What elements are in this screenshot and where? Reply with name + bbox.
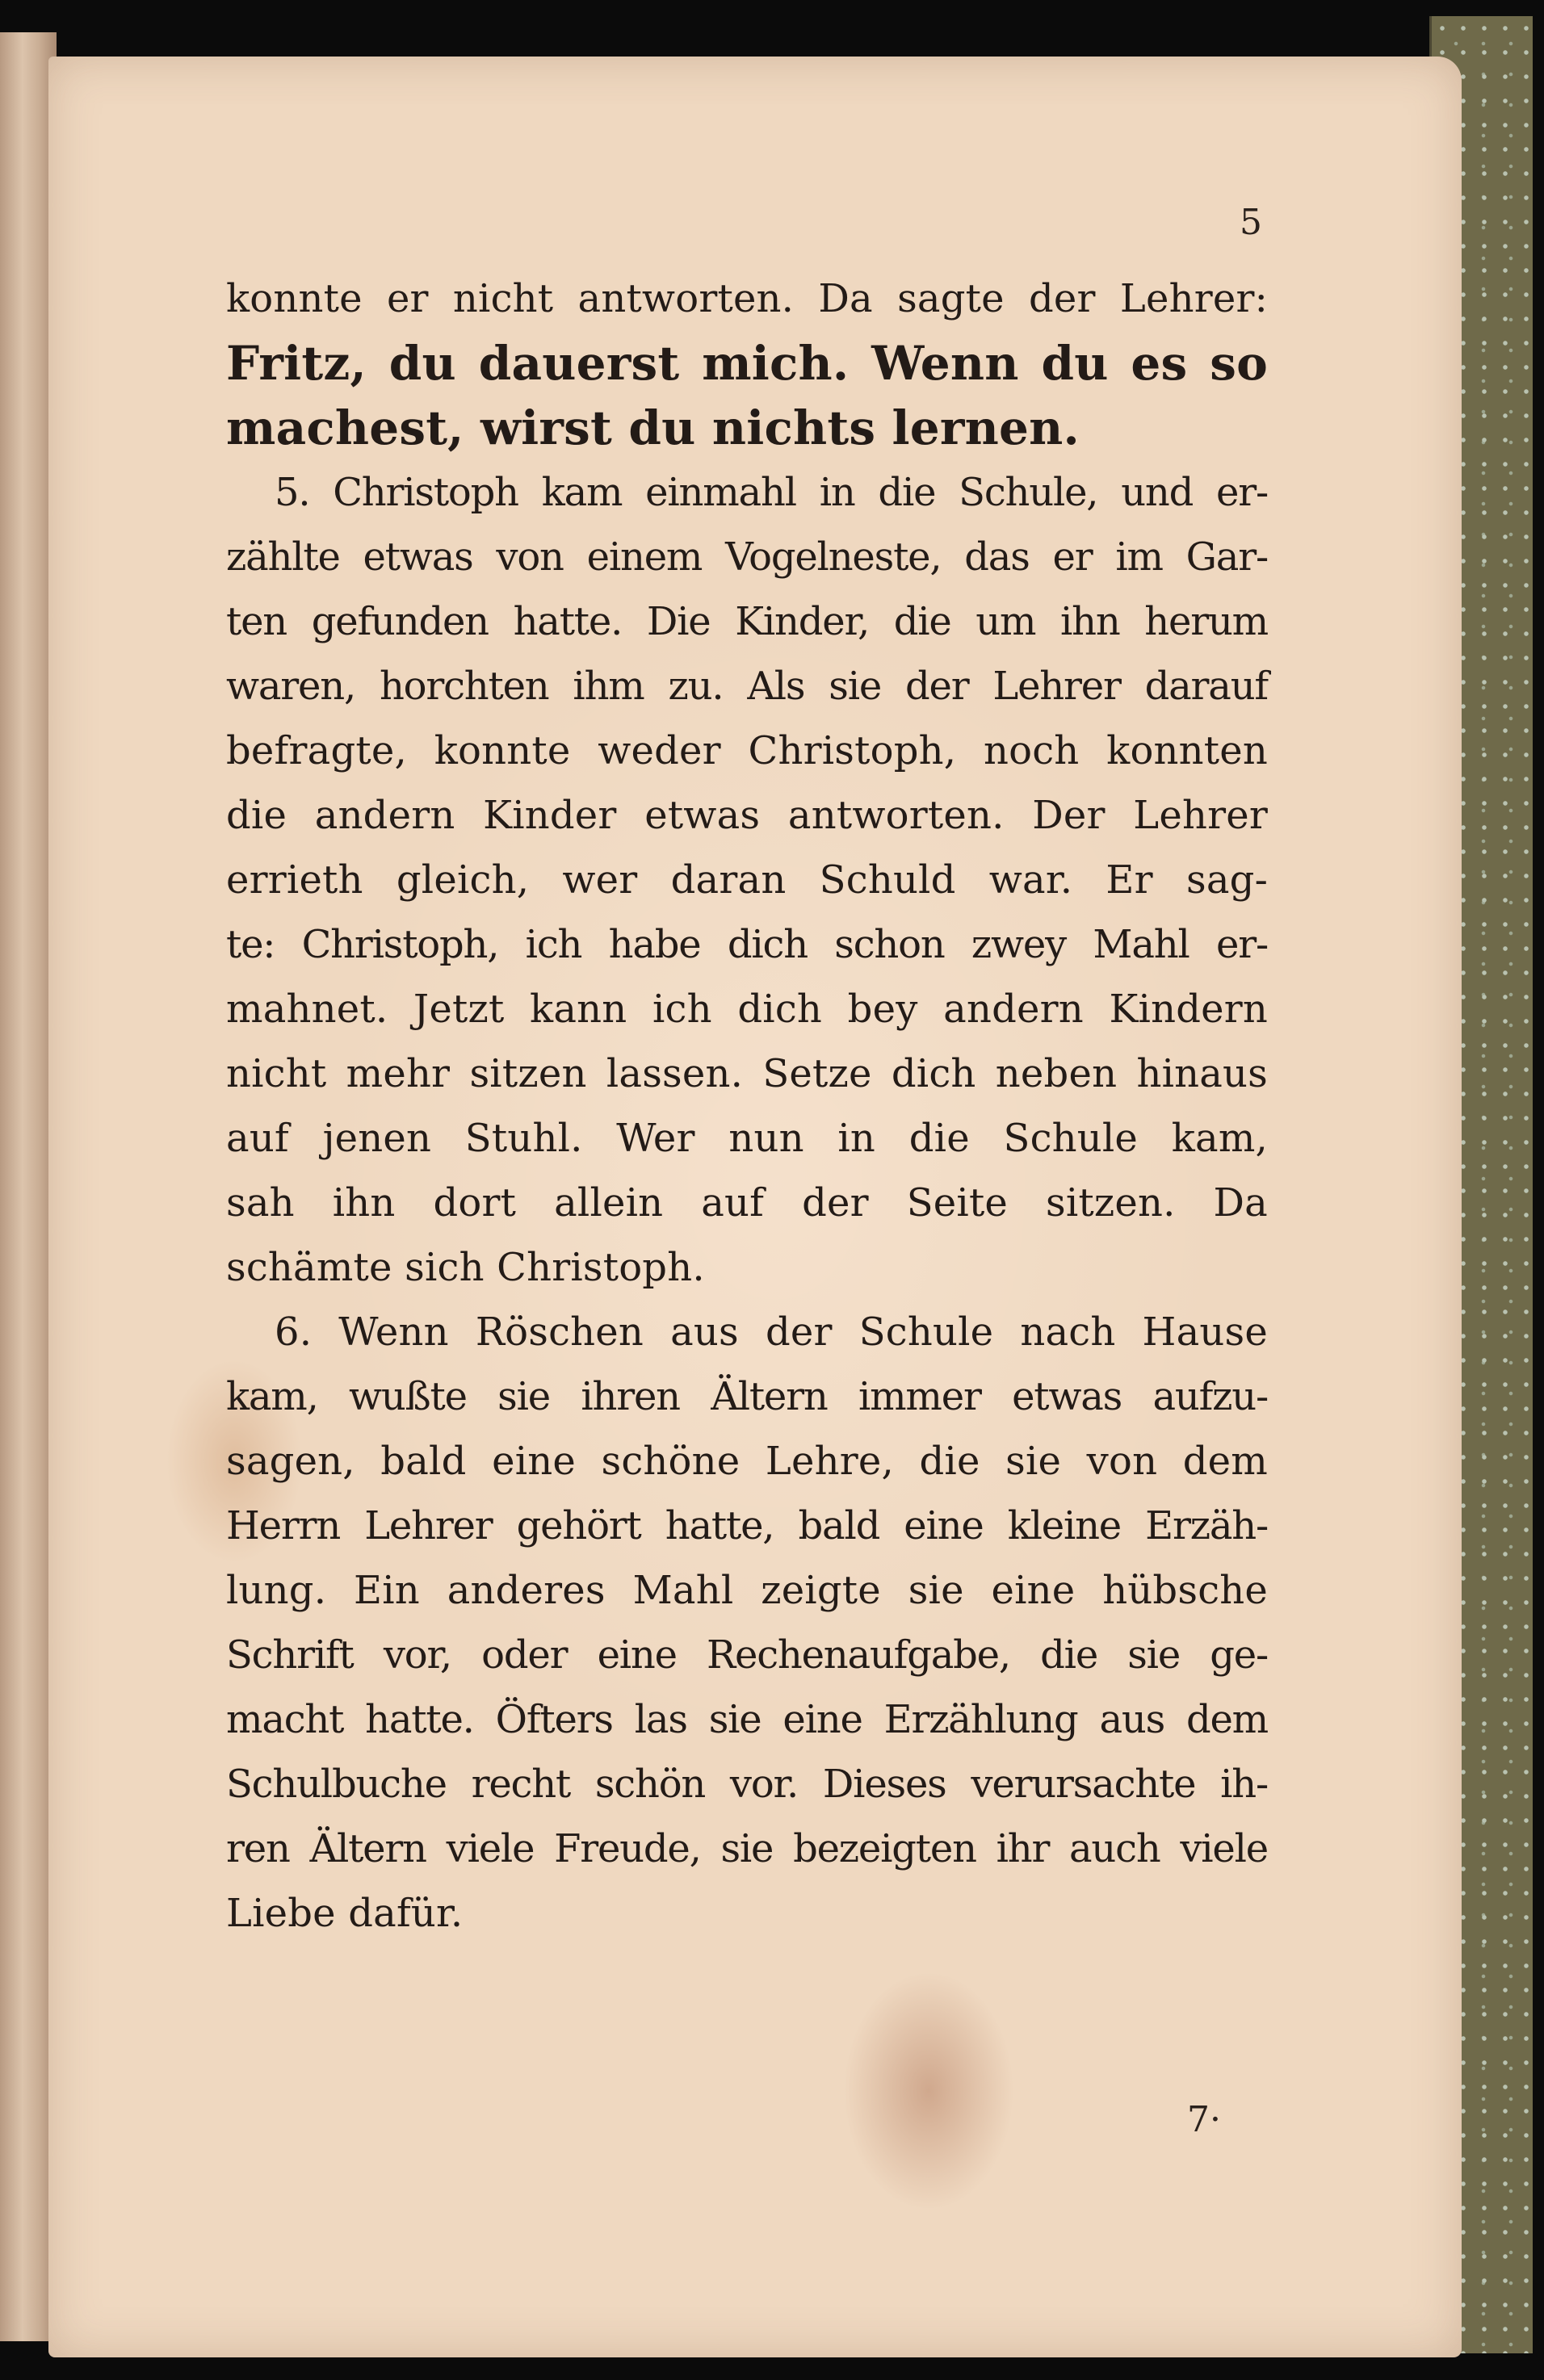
text-line: sagen, bald eine schöne Lehre, die sie von dem [226,1439,1268,1484]
text-line: sah ihn dort allein auf der Seite sitzen. Da [226,1180,1268,1226]
text-line: waren, horchten ihm zu. Als sie der Lehrer darauf [226,664,1268,709]
text-line: Fritz, du dauerst mich. Wenn du es so [226,336,1268,391]
page-number: 5 [1240,202,1262,243]
text-line: ten gefunden hatte. Die Kinder, die um ihn herum [226,599,1268,644]
text-line: konnte er nicht antworten. Da sagte der Lehrer: [226,276,1268,321]
text-line: schämte sich Christoph. [226,1245,705,1290]
text-line: machest, wirst du nichts lernen. [226,400,1080,455]
text-line: Liebe dafür. [226,1891,464,1936]
text-line: auf jenen Stuhl. Wer nun in die Schule kam, [226,1116,1268,1161]
text-line: 6. Wenn Röschen aus der Schule nach Hause [275,1309,1268,1355]
text-line: zählte etwas von einem Vogelneste, das er im Gar- [226,534,1268,580]
signature-mark: 7· [1187,2099,1221,2140]
text-line: nicht mehr sitzen lassen. Setze dich neben hinaus [226,1051,1268,1096]
page-body-text [226,266,1268,1946]
text-line: macht hatte. Öfters las sie eine Erzählung aus dem [226,1697,1268,1742]
text-line: Schulbuche recht schön vor. Dieses verursachte ih- [226,1762,1268,1807]
text-line: die andern Kinder etwas antworten. Der Lehrer [226,793,1268,838]
text-line: te: Christoph, ich habe dich schon zwey Mahl er- [226,922,1268,967]
text-line: ren Ältern viele Freude, sie bezeigten ihr auch viele [226,1826,1268,1871]
text-line: 5. Christoph kam einmahl in die Schule, und er- [275,470,1268,515]
text-line: kam, wußte sie ihren Ältern immer etwas aufzu- [226,1374,1268,1419]
text-line: Herrn Lehrer gehört hatte, bald eine kleine Erzäh- [226,1503,1268,1548]
text-line: befragte, konnte weder Christoph, noch konnten [226,728,1268,773]
text-line: lung. Ein anderes Mahl zeigte sie eine hübsche [226,1568,1268,1613]
text-line: errieth gleich, wer daran Schuld war. Er sag- [226,857,1268,903]
text-line: Schrift vor, oder eine Rechenaufgabe, die sie ge- [226,1632,1268,1678]
text-line: mahnet. Jetzt kann ich dich bey andern Kindern [226,987,1268,1032]
